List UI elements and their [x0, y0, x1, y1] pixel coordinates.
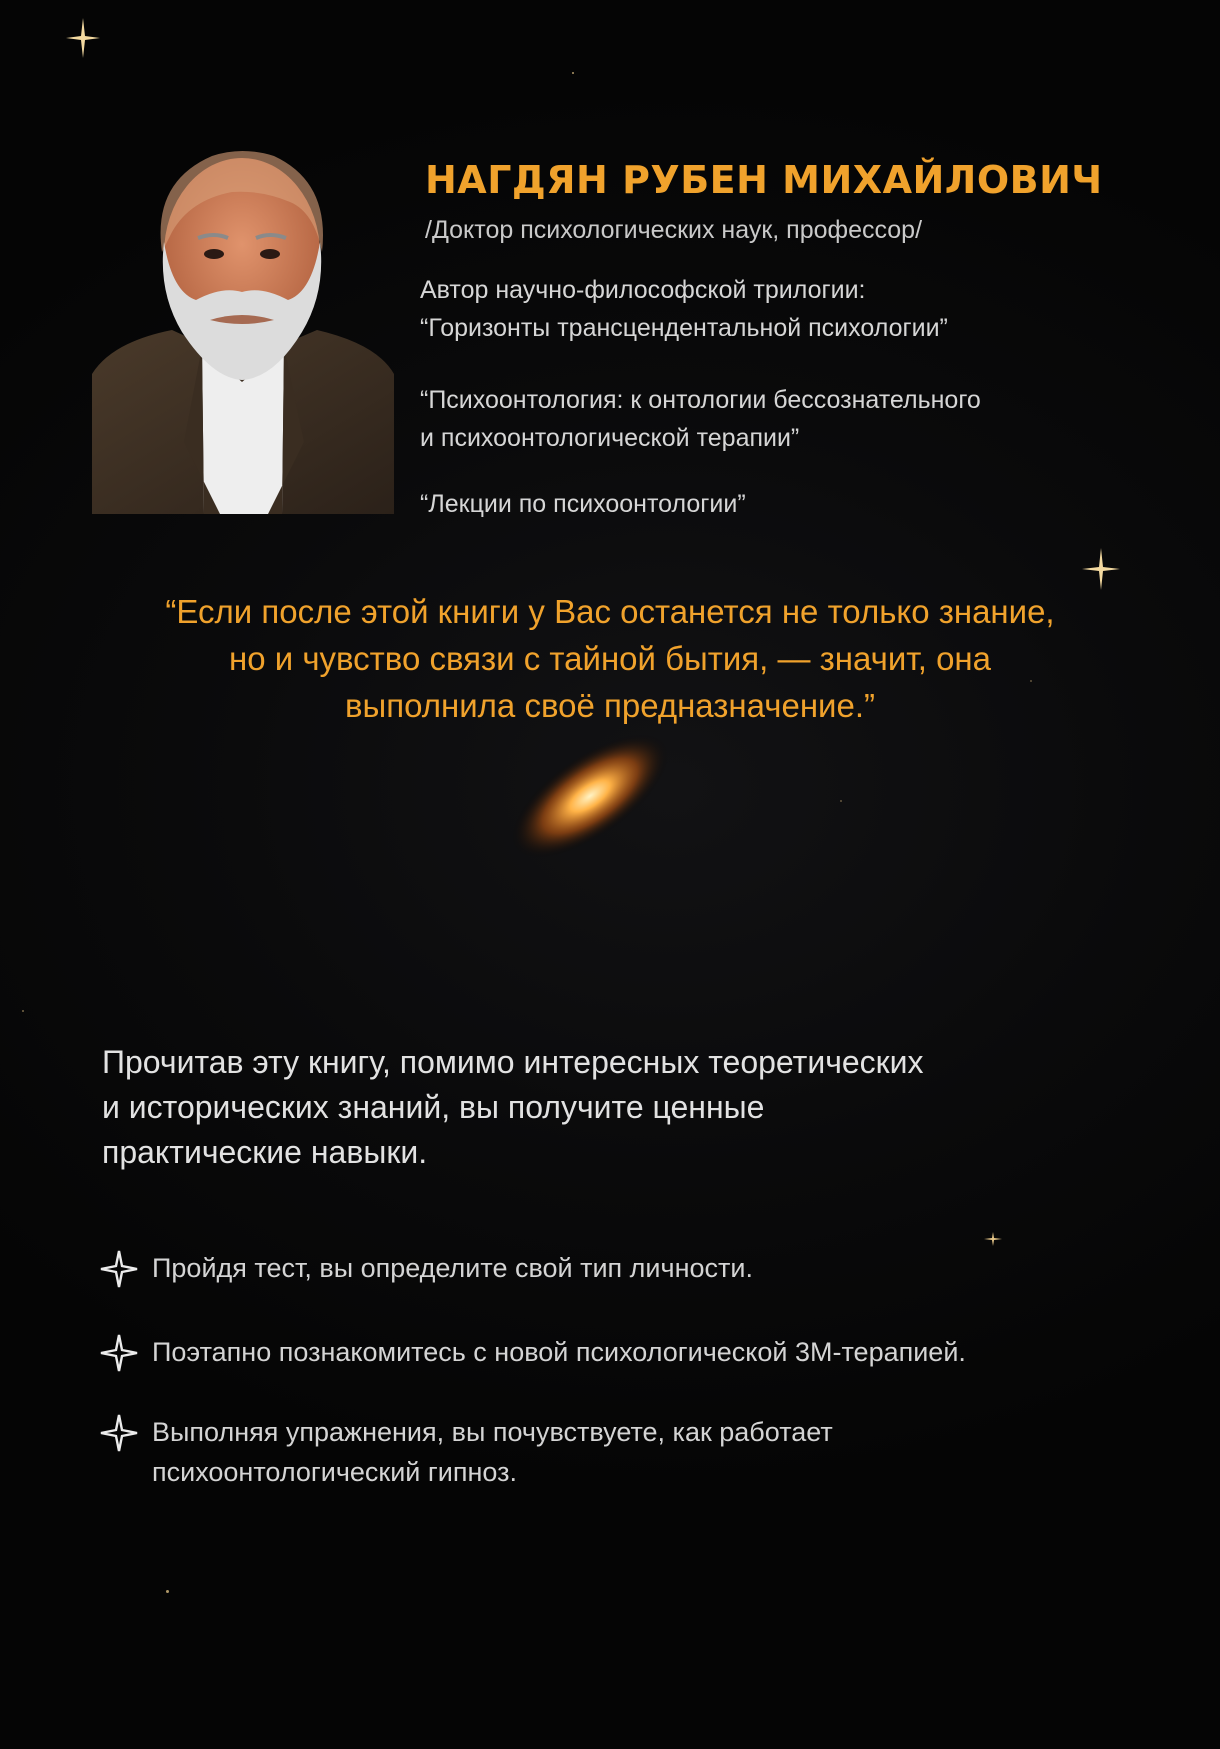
- star-dot: [166, 1590, 169, 1593]
- feature-text: Выполняя упражнения, вы почувствуете, как работает: [152, 1417, 833, 1447]
- four-point-star-icon: [100, 1414, 138, 1457]
- feature-text: психоонтологический гипноз.: [152, 1457, 517, 1487]
- trilogy-intro: Автор научно-философской трилогии:: [420, 276, 866, 304]
- book-title-2-line-2: и психоонтологической терапии”: [420, 424, 800, 452]
- intro-line: и исторических знаний, вы получите ценные: [102, 1089, 765, 1125]
- feature-text: Пройдя тест, вы определите свой тип личности.: [152, 1253, 753, 1283]
- feature-item: [100, 1332, 1180, 1376]
- sparkle-icon: [1082, 548, 1120, 590]
- feature-text: Поэтапно познакомитесь с новой психологической 3М-терапией.: [152, 1337, 966, 1367]
- author-title: /Доктор психологических наук, профессор/: [425, 216, 923, 244]
- quote-line: выполнила своё предназначение.”: [345, 687, 875, 724]
- author-portrait: [92, 142, 394, 514]
- sparkle-icon: [984, 1232, 1002, 1246]
- four-point-star-icon: [100, 1250, 138, 1293]
- star-dot: [572, 72, 574, 74]
- book-title-2-line-1: “Психоонтология: к онтологии бессознательного: [420, 386, 981, 414]
- sparkle-icon: [66, 18, 100, 58]
- intro-line: практические навыки.: [102, 1134, 428, 1170]
- galaxy-illustration: [480, 700, 700, 880]
- intro-line: Прочитав эту книгу, помимо интересных теоретических: [102, 1044, 924, 1080]
- four-point-star-icon: [100, 1334, 138, 1377]
- quote-line: “Если после этой книги у Вас останется не только знание,: [165, 593, 1055, 630]
- feature-item: [100, 1248, 1180, 1292]
- book-title-3: “Лекции по психоонтологии”: [420, 490, 746, 518]
- book-title-1: “Горизонты трансцендентальной психологии”: [420, 314, 948, 342]
- quote-line: но и чувство связи с тайной бытия, — значит, она: [228, 640, 991, 677]
- author-name: НАГДЯН РУБЕН МИХАЙЛОВИЧ: [425, 158, 1103, 202]
- star-dot: [840, 800, 842, 802]
- intro-paragraph: [102, 1040, 1102, 1175]
- feature-item: [100, 1412, 1180, 1496]
- star-dot: [22, 1010, 24, 1012]
